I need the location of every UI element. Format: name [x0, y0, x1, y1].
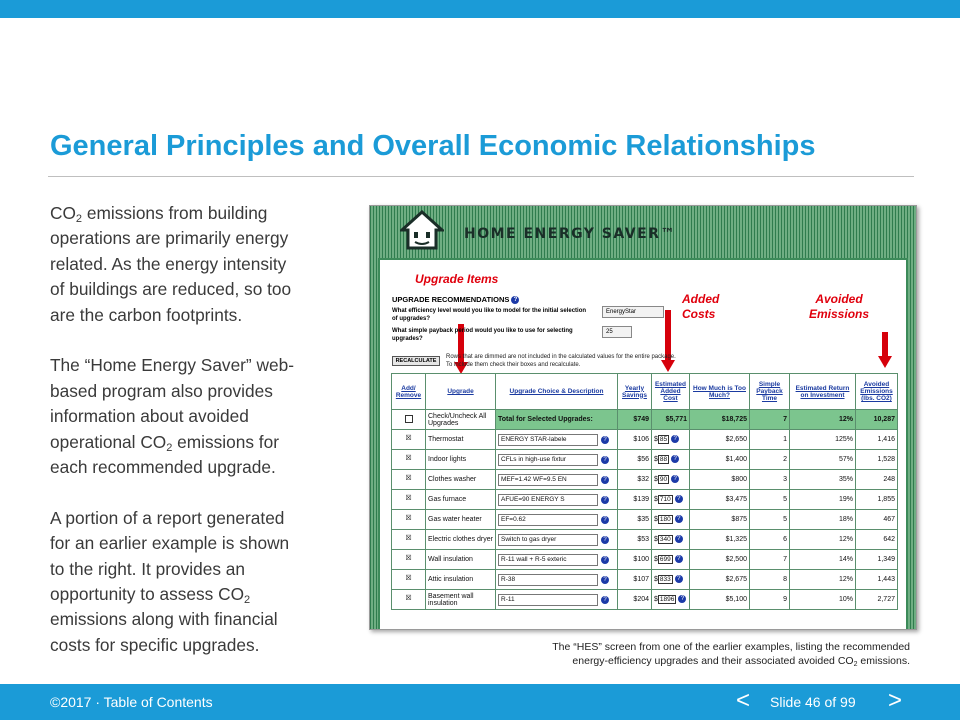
cost-cell: $ 833 ?: [652, 570, 690, 590]
cost-input[interactable]: 180: [659, 516, 671, 523]
table-row: [392, 490, 898, 510]
savings-cell: $749: [618, 410, 652, 430]
too-much-cell: $5,100: [690, 590, 750, 610]
payback-cell: 2: [750, 450, 790, 470]
emissions-cell: 642: [856, 530, 898, 550]
arrow-down-icon: [878, 332, 892, 368]
roi-cell: 35%: [790, 470, 856, 490]
body-line: costs for specific upgrades.: [50, 634, 260, 655]
payback-cell: 7: [750, 550, 790, 570]
add-remove-cell: [392, 450, 426, 470]
efficiency-level-select[interactable]: EnergyStar: [602, 306, 664, 318]
help-icon[interactable]: ?: [601, 596, 609, 604]
savings-cell: $35: [618, 510, 652, 530]
roi-cell: 12%: [790, 530, 856, 550]
roi-cell: 12%: [790, 570, 856, 590]
upgrade-cell: Gas furnace: [426, 490, 496, 510]
checkbox-checked[interactable]: ☒: [405, 555, 412, 562]
column-header[interactable]: How Much is Too Much?: [690, 374, 750, 410]
choice-cell: [496, 550, 618, 570]
next-slide-button[interactable]: >: [888, 687, 903, 714]
savings-cell: $32: [618, 470, 652, 490]
checkbox[interactable]: [405, 415, 413, 423]
body-line: $CO_2$ emissions from building: [50, 203, 268, 225]
upgrade-cell: Basement wall insulation: [426, 590, 496, 610]
payback-cell: 8: [750, 570, 790, 590]
body-line: each recommended upgrade.: [50, 457, 276, 478]
body-line: The “Home Energy Saver” web-: [50, 355, 294, 376]
body-line: to the right. It provides an: [50, 558, 246, 579]
payback-period-select[interactable]: 25: [602, 326, 632, 338]
roi-cell: 57%: [790, 450, 856, 470]
upgrade-table: [391, 373, 898, 610]
cost-cell: $ 1896 ?: [652, 590, 690, 610]
checkbox-checked[interactable]: ☒: [405, 475, 412, 482]
upgrade-choice-select[interactable]: Switch to gas dryer: [498, 534, 598, 546]
emissions-cell: 248: [856, 470, 898, 490]
help-icon[interactable]: ?: [675, 495, 683, 503]
table-row: [392, 470, 898, 490]
table-row: [392, 590, 898, 610]
previous-slide-button[interactable]: <: [736, 687, 751, 714]
cost-input[interactable]: 833: [659, 576, 671, 583]
help-icon[interactable]: ?: [601, 556, 609, 564]
emissions-cell: 467: [856, 510, 898, 530]
too-much-cell: $1,400: [690, 450, 750, 470]
help-icon[interactable]: ?: [601, 476, 609, 484]
body-line: for an earlier example is shown: [50, 533, 290, 554]
checkbox-checked[interactable]: ☒: [405, 435, 412, 442]
table-row: [392, 450, 898, 470]
too-much-cell: $1,325: [690, 530, 750, 550]
table-row: [392, 430, 898, 450]
upgrade-choice-select[interactable]: R-11 wall + R-5 exteric: [498, 554, 598, 566]
hes-logo: HOME ENERGY SAVER™: [464, 226, 676, 242]
help-icon[interactable]: ?: [671, 475, 679, 483]
too-much-cell: $875: [690, 510, 750, 530]
too-much-cell: $3,475: [690, 490, 750, 510]
too-much-cell: $2,500: [690, 550, 750, 570]
cost-cell: $ 85 ?: [652, 430, 690, 450]
savings-cell: $56: [618, 450, 652, 470]
help-icon[interactable]: ?: [511, 296, 519, 304]
choice-cell: [496, 570, 618, 590]
choice-cell: [496, 470, 618, 490]
add-remove-cell: [392, 510, 426, 530]
emissions-cell: 2,727: [856, 590, 898, 610]
help-icon[interactable]: ?: [601, 496, 609, 504]
cost-cell: $ 710 ?: [652, 490, 690, 510]
help-icon[interactable]: ?: [601, 516, 609, 524]
figure-caption: [440, 640, 910, 668]
column-header[interactable]: Simple Payback Time: [750, 374, 790, 410]
cost-cell: $ 90 ?: [652, 470, 690, 490]
table-row: [392, 530, 898, 550]
footer-bar: [0, 684, 960, 720]
choice-cell: Total for Selected Upgrades:: [496, 410, 618, 430]
add-remove-cell: [392, 430, 426, 450]
checkbox-checked[interactable]: ☒: [405, 575, 412, 582]
check-all-checkbox[interactable]: [392, 410, 426, 430]
roi-cell: 14%: [790, 550, 856, 570]
annotation-avoided-emissions: Avoided Emissions: [809, 292, 870, 321]
choice-cell: [496, 450, 618, 470]
cost-input[interactable]: 340: [659, 536, 671, 543]
help-icon[interactable]: ?: [601, 436, 609, 444]
cost-input[interactable]: 1896: [659, 596, 675, 603]
column-header[interactable]: Estimated Added Cost: [652, 374, 690, 410]
checkbox-checked[interactable]: ☒: [405, 535, 412, 542]
add-remove-cell: [392, 470, 426, 490]
upgrade-recommendations-header: UPGRADE RECOMMENDATIONS ?: [392, 295, 519, 304]
savings-cell: $139: [618, 490, 652, 510]
annotation-upgrade-items: Upgrade Items: [415, 272, 499, 286]
help-icon[interactable]: ?: [671, 455, 679, 463]
add-remove-cell: [392, 530, 426, 550]
column-header[interactable]: Estimated Return on Investment: [790, 374, 856, 410]
help-icon[interactable]: ?: [678, 595, 686, 603]
savings-cell: $53: [618, 530, 652, 550]
upgrade-cell: Attic insulation: [426, 570, 496, 590]
title-divider: [48, 176, 914, 177]
body-line: operations are primarily energy: [50, 228, 289, 249]
hes-screenshot: [369, 205, 917, 630]
body-text: [50, 201, 352, 684]
add-remove-cell: [392, 550, 426, 570]
choice-cell: [496, 530, 618, 550]
cost-input[interactable]: 710: [659, 496, 671, 503]
table-row: [392, 550, 898, 570]
too-much-cell: $18,725: [690, 410, 750, 430]
savings-cell: $107: [618, 570, 652, 590]
upgrade-cell: Wall insulation: [426, 550, 496, 570]
emissions-cell: 1,416: [856, 430, 898, 450]
upgrade-cell: Gas water heater: [426, 510, 496, 530]
too-much-cell: $2,650: [690, 430, 750, 450]
column-header[interactable]: Avoided Emissions (lbs. CO2): [856, 374, 898, 410]
column-header[interactable]: Yearly Savings: [618, 374, 652, 410]
upgrade-choice-select[interactable]: MEF=1.42 WF=9.5 EN: [498, 474, 598, 486]
column-header[interactable]: Upgrade: [426, 374, 496, 410]
help-icon[interactable]: ?: [601, 576, 609, 584]
cost-cell: $5,771: [652, 410, 690, 430]
annotation-added-costs: Added Costs: [682, 292, 720, 321]
too-much-cell: $800: [690, 470, 750, 490]
payback-cell: 3: [750, 470, 790, 490]
payback-cell: 9: [750, 590, 790, 610]
checkbox-checked[interactable]: ☒: [405, 455, 412, 462]
body-line: operational $CO_2$ emissions for: [50, 431, 279, 454]
upgrade-choice-select[interactable]: CFLs in high-use fixtur: [498, 454, 598, 466]
body-paragraph: [50, 353, 352, 480]
checkbox-checked[interactable]: ☒: [405, 595, 412, 602]
recalculate-button[interactable]: RECALCULATE: [392, 356, 440, 366]
payback-cell: 5: [750, 490, 790, 510]
cost-input[interactable]: 88: [659, 456, 668, 463]
hes-header: [378, 206, 908, 256]
body-line: of buildings are reduced, so too: [50, 279, 292, 300]
payback-cell: 1: [750, 430, 790, 450]
table-header-row: [392, 374, 898, 410]
roi-cell: 10%: [790, 590, 856, 610]
body-line: are the carbon footprints.: [50, 304, 243, 325]
roi-cell: 19%: [790, 490, 856, 510]
table-total-row: [392, 410, 898, 430]
choice-cell: [496, 590, 618, 610]
upgrade-cell: Clothes washer: [426, 470, 496, 490]
savings-cell: $204: [618, 590, 652, 610]
cost-cell: $ 340 ?: [652, 530, 690, 550]
help-icon[interactable]: ?: [675, 535, 683, 543]
emissions-cell: 1,349: [856, 550, 898, 570]
table-row: [392, 570, 898, 590]
upgrade-choice-select[interactable]: R-38: [498, 574, 598, 586]
dimmed-rows-note: Rows that are dimmed are not included in the calculated values for the entire package. To include them check their boxes and recalculate.: [446, 354, 676, 368]
table-row: [392, 510, 898, 530]
cost-input[interactable]: 85: [659, 436, 668, 443]
emissions-cell: 10,287: [856, 410, 898, 430]
cost-cell: $ 88 ?: [652, 450, 690, 470]
help-icon[interactable]: ?: [601, 536, 609, 544]
efficiency-question: What efficiency level would you like to model for the initial selection of upgrades?: [392, 308, 587, 322]
body-line: A portion of a report generated: [50, 507, 285, 528]
column-header[interactable]: Upgrade Choice & Description: [496, 374, 618, 410]
body-paragraph: [50, 506, 352, 658]
payback-question: What simple payback period would you like to use for selecting upgrades?: [392, 328, 573, 342]
cost-input[interactable]: 90: [659, 476, 668, 483]
add-remove-cell: [392, 570, 426, 590]
caption-line: energy-efficiency upgrades and their associated avoided $CO_2$ emissions.: [572, 655, 910, 668]
body-line: information about avoided: [50, 406, 249, 427]
upgrade-cell: Check/Uncheck All Upgrades: [426, 410, 496, 430]
upgrade-choice-select[interactable]: AFUE=90 ENERGY S: [498, 494, 598, 506]
upgrade-choice-select[interactable]: ENERGY STAR-labele: [498, 434, 598, 446]
too-much-cell: $2,675: [690, 570, 750, 590]
house-icon: [400, 210, 444, 250]
add-remove-cell: [392, 590, 426, 610]
roi-cell: 125%: [790, 430, 856, 450]
body-line: emissions along with financial: [50, 609, 278, 630]
top-accent-bar: [0, 0, 960, 18]
upgrade-cell: Thermostat: [426, 430, 496, 450]
emissions-cell: 1,528: [856, 450, 898, 470]
add-remove-cell: [392, 490, 426, 510]
slide-number: Slide 46 of 99: [770, 694, 856, 710]
roi-cell: 12%: [790, 410, 856, 430]
roi-cell: 18%: [790, 510, 856, 530]
emissions-cell: 1,443: [856, 570, 898, 590]
upgrade-choice-select[interactable]: EF=0.62: [498, 514, 598, 526]
cost-input[interactable]: 699: [659, 556, 671, 563]
column-header[interactable]: Add/ Remove: [392, 374, 426, 410]
payback-cell: 6: [750, 530, 790, 550]
payback-cell: 5: [750, 510, 790, 530]
help-icon[interactable]: ?: [671, 435, 679, 443]
help-icon[interactable]: ?: [675, 515, 683, 523]
upgrade-choice-select[interactable]: R-11: [498, 594, 598, 606]
choice-cell: [496, 430, 618, 450]
help-icon[interactable]: ?: [675, 555, 683, 563]
choice-cell: [496, 510, 618, 530]
savings-cell: $100: [618, 550, 652, 570]
table-of-contents-link[interactable]: ©2017 · Table of Contents: [50, 694, 213, 710]
body-line: opportunity to assess $CO_2$: [50, 584, 251, 607]
upgrade-cell: Indoor lights: [426, 450, 496, 470]
payback-cell: 7: [750, 410, 790, 430]
slide-title: General Principles and Overall Economic Relationships: [50, 130, 816, 162]
cost-cell: $ 180 ?: [652, 510, 690, 530]
savings-cell: $106: [618, 430, 652, 450]
help-icon[interactable]: ?: [675, 575, 683, 583]
cost-cell: $ 699 ?: [652, 550, 690, 570]
caption-line: The “HES” screen from one of the earlier examples, listing the recommended: [552, 641, 910, 653]
body-line: related. As the energy intensity: [50, 253, 287, 274]
body-paragraph: [50, 201, 352, 328]
emissions-cell: 1,855: [856, 490, 898, 510]
choice-cell: [496, 490, 618, 510]
body-line: based program also provides: [50, 380, 273, 401]
checkbox-checked[interactable]: ☒: [405, 495, 412, 502]
checkbox-checked[interactable]: ☒: [405, 515, 412, 522]
upgrade-cell: Electric clothes dryer: [426, 530, 496, 550]
help-icon[interactable]: ?: [601, 456, 609, 464]
